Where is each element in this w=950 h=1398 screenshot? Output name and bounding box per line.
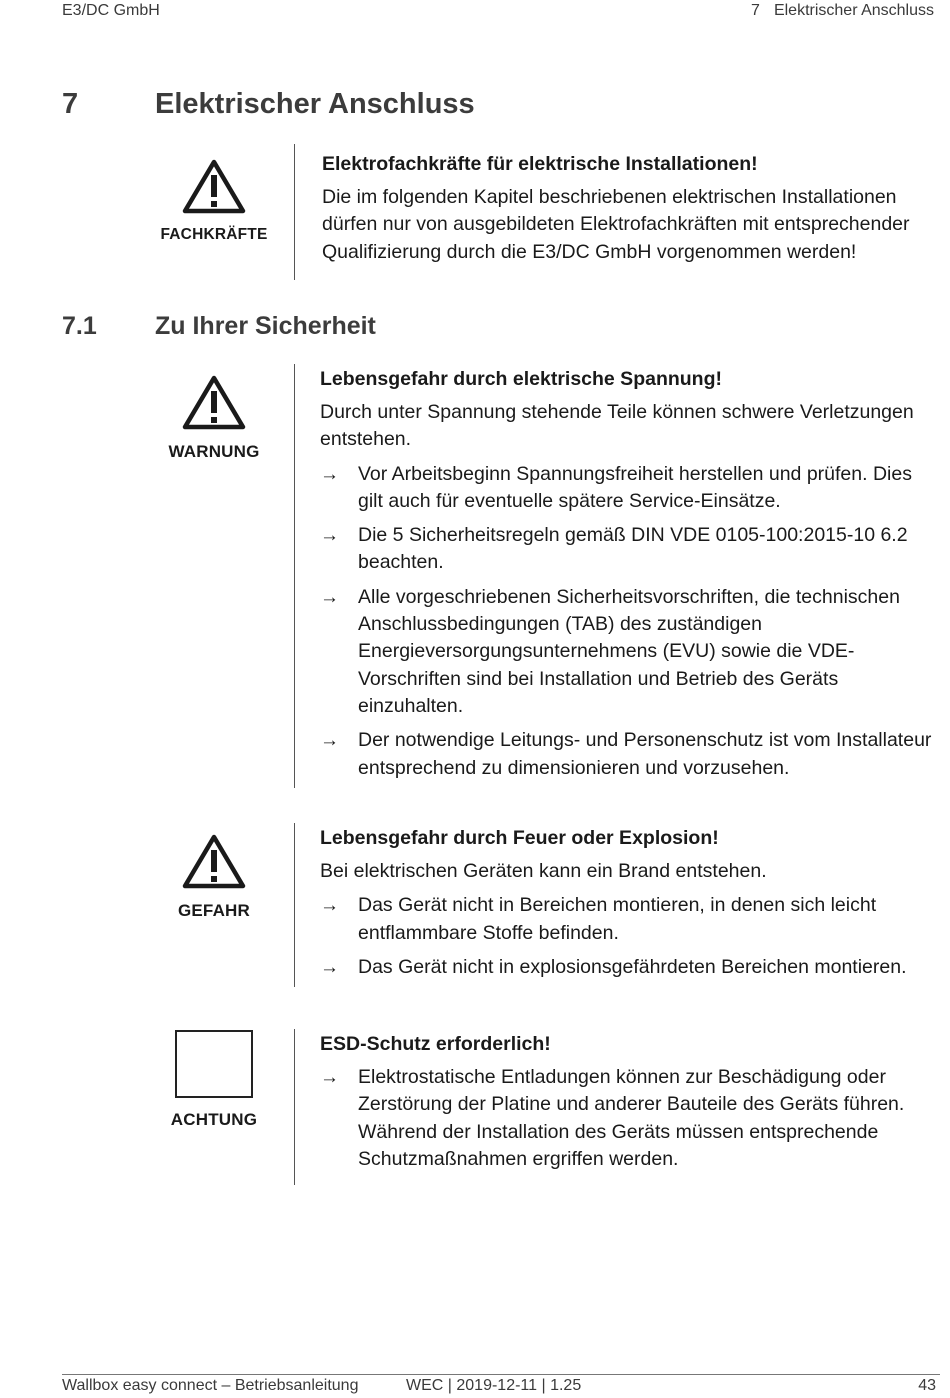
header-chapter-number: 7 <box>751 2 760 19</box>
notice-icon-column <box>150 374 278 462</box>
divider <box>294 823 295 987</box>
list-item <box>320 461 940 516</box>
list-item <box>320 727 940 782</box>
arrow-icon: → <box>320 956 339 978</box>
list-item-text: Alle vorgeschriebenen Sicherheitsvorschriften, die technischen Anschlussbedingungen (TAB) des zuständigen Energieversorgungsunternehmens (EVU) sowie die VDE-Vorschriften sind bei Installation und Betrieb des Geräts einzuhalten. <box>358 585 900 717</box>
notice-warnung <box>150 364 940 788</box>
section-number: 7 <box>62 88 79 120</box>
list-item-text: Elektrostatische Entladungen können zur Beschädigung oder Zerstörung der Platine und anderer Bauteile des Geräts führen. Während der Installation des Geräts müssen entsprechende Schutzmaßnahmen ergriffen werden. <box>358 1066 905 1170</box>
notice-text: Die im folgenden Kapitel beschriebenen elektrischen Installationen dürfen nur von ausgebildeten Elektrofachkräften mit entsprechender Qualifizierung durch die E3/DC GmbH vorgenommen werden! <box>322 186 910 263</box>
arrow-icon: → <box>320 586 339 608</box>
list-item <box>320 892 940 947</box>
notice-achtung <box>150 1029 940 1185</box>
notice-title: Lebensgefahr durch elektrische Spannung! <box>320 368 722 390</box>
notice-content <box>320 1031 940 1180</box>
arrow-icon: → <box>320 463 339 485</box>
footer-doc-info: WEC | 2019-12-11 | 1.25 <box>406 1377 582 1394</box>
divider <box>294 1029 295 1185</box>
signal-word: ACHTUNG <box>170 1110 258 1129</box>
arrow-icon: → <box>320 730 339 752</box>
footer-doc-title: Wallbox easy connect – Betriebsanleitung <box>62 1377 359 1394</box>
subsection-number: 7.1 <box>62 312 97 340</box>
list-item-text: Das Gerät nicht in explosionsgefährdeten Bereichen montieren. <box>358 955 907 978</box>
list-item <box>320 954 940 981</box>
list-item-text: Die 5 Sicherheitsregeln gemäß DIN VDE 0105-100:2015-10 6.2 beachten. <box>358 524 908 574</box>
subsection-title: Zu Ihrer Sicherheit <box>155 312 376 340</box>
section-title: Elektrischer Anschluss <box>155 88 475 120</box>
notice-icon-column <box>150 158 278 244</box>
header-chapter <box>751 2 934 20</box>
divider <box>294 144 295 280</box>
notice-title: Elektrofachkräfte für elektrische Installationen! <box>322 153 758 175</box>
warning-triangle-icon <box>182 374 246 430</box>
signal-word: WARNUNG <box>168 442 260 461</box>
signal-word: GEFAHR <box>177 901 251 920</box>
notice-title: ESD-Schutz erforderlich! <box>320 1033 551 1055</box>
arrow-icon: → <box>320 525 339 547</box>
divider <box>294 364 295 788</box>
notice-icon-column <box>150 833 278 921</box>
warning-triangle-icon <box>182 833 246 889</box>
list-item <box>320 1064 940 1173</box>
notice-fachkraefte <box>150 144 940 280</box>
list-item-text: Vor Arbeitsbeginn Spannungsfreiheit herstellen und prüfen. Dies gilt auch für eventuelle spätere Service-Einsätze. <box>358 462 912 512</box>
notice-icon-column <box>150 1030 278 1130</box>
header-chapter-title: Elektrischer Anschluss <box>773 2 934 19</box>
footer-page-number: 43 <box>918 1377 936 1394</box>
subsection-heading <box>62 312 376 341</box>
notice-gefahr <box>150 823 940 987</box>
section-heading <box>62 88 475 121</box>
notice-content <box>322 151 942 273</box>
header-company: E3/DC GmbH <box>62 2 160 19</box>
notice-text: Durch unter Spannung stehende Teile können schwere Verletzungen entstehen. <box>320 401 914 451</box>
list-item <box>320 522 940 577</box>
notice-text: Bei elektrischen Geräten kann ein Brand entstehen. <box>320 860 767 882</box>
notice-title: Lebensgefahr durch Feuer oder Explosion! <box>320 827 719 849</box>
arrow-icon: → <box>320 1067 339 1088</box>
signal-word: FACHKRÄFTE <box>160 226 268 243</box>
empty-square-icon <box>175 1030 253 1098</box>
notice-content <box>320 825 940 988</box>
notice-content <box>320 366 940 789</box>
warning-triangle-icon <box>182 158 246 214</box>
list-item <box>320 584 940 720</box>
arrow-icon: → <box>320 895 339 917</box>
list-item-text: Der notwendige Leitungs- und Personenschutz ist vom Installateur entsprechend zu dimensionieren und vorzusehen. <box>358 729 932 779</box>
footer-rule <box>62 1374 940 1375</box>
list-item-text: Das Gerät nicht in Bereichen montieren, in denen sich leicht entflammbare Stoffe befinden. <box>358 894 877 944</box>
